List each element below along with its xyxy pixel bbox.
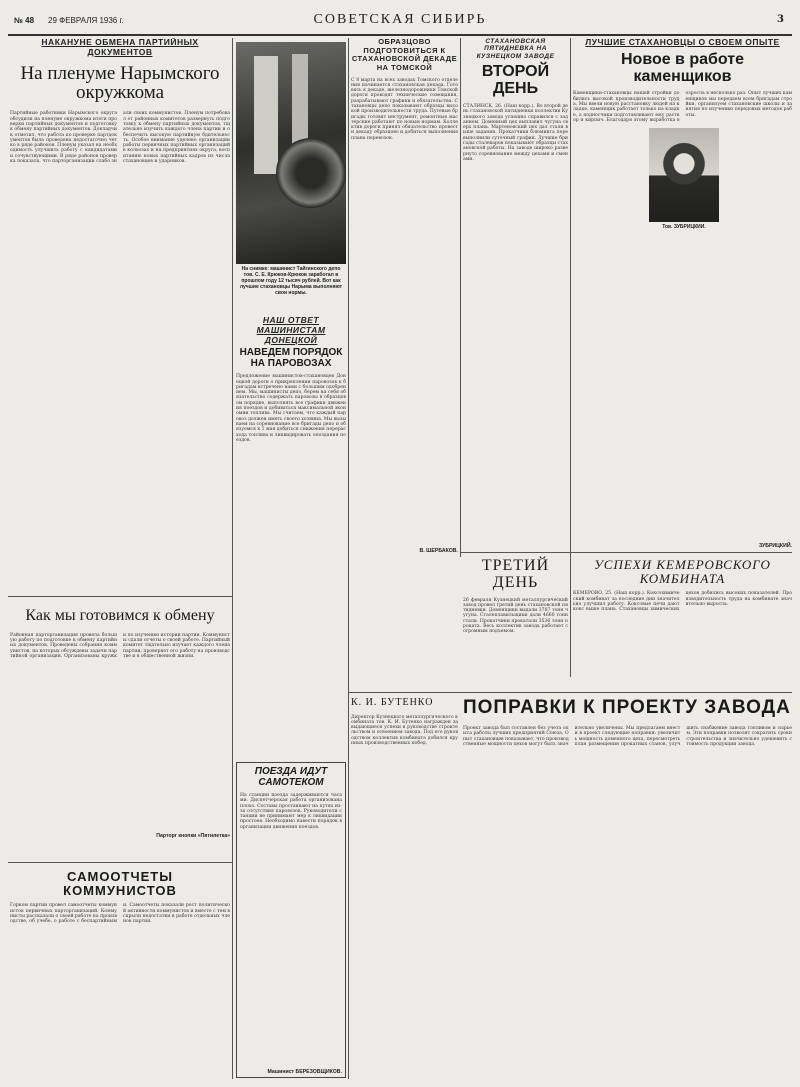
trains-body: На станции поезда задерживаются часами. Диспетчерская работа организована плохо. Составы простаивают на путях из-за отсутствия паровозов. Руководители станции не принимают мер к ликвидации простоев. Необходимо навести порядок в организации движения поездов.: [240, 793, 342, 830]
portrait-caption: Тов. ЗУБРИЦКИЙ.: [662, 224, 706, 230]
best-headline: Новое в работе каменщиков: [620, 50, 744, 85]
third-day-headline: ТРЕТИЙ ДЕНЬ: [481, 557, 550, 591]
issue-date: 29 ФЕВРАЛЯ 1936 г.: [48, 16, 124, 25]
article-kemerovo: [573, 556, 792, 690]
exchange-headline: Как мы готовимся к обмену: [25, 607, 215, 624]
article-kuznetsk: [463, 38, 568, 548]
article-tomsk: [351, 38, 458, 552]
locomotive-photo: [236, 42, 346, 264]
column-rule: [460, 38, 461, 557]
amendments-body: Проект завода был составлен без учета опыта работы лучших предприятий Союза. Опыт стахановцев показывает, что производственные мощности цехов могут быть значительно увеличены. Мы предлагаем внести в проект следующие поправки: увеличить мощность доменного цеха, пересмотреть план размещения прокатных станов, улучшить снабжение завода топливом и сырьем. Эти поправки позволят сократить сроки строительства и значительно удешевить стоимость продукции завода.: [463, 725, 792, 747]
article-best: [573, 38, 792, 548]
newspaper-title: СОВЕТСКАЯ СИБИРЬ: [313, 12, 487, 27]
column-rule: [570, 38, 571, 677]
trains-signature: Машинист БЕРЕЗОВЩИКОВ.: [267, 1069, 342, 1075]
page-number: 3: [777, 14, 784, 25]
section-rule: [348, 692, 792, 693]
article-reports: [10, 868, 230, 1080]
plenum-headline: На пленуме Нарымского окружкома: [20, 62, 220, 104]
exchange-signature: Парторг кнопки «Пятилетка»: [156, 832, 230, 839]
worker-portrait: [649, 128, 719, 222]
kemerovo-headline: УСПЕХИ КЕМЕРОВСКОГО КОМБИНАТА: [594, 557, 771, 586]
article-exchange: [10, 602, 230, 858]
best-kicker: ЛУЧШИЕ СТАХАНОВЦЫ О СВОЕМ ОПЫТЕ: [585, 38, 780, 47]
article-depot: [236, 316, 346, 756]
plenum-kicker: НАКАНУНЕ ОБМЕНА ПАРТИЙНЫХ ДОКУМЕНТОВ: [41, 38, 199, 57]
masthead: [8, 12, 792, 36]
article-butenko: [351, 696, 458, 1080]
section-rule: [8, 596, 232, 597]
kuznetsk-headline: ВТОРОЙ ДЕНЬ: [481, 63, 550, 98]
amendments-headline: ПОПРАВКИ К ПРОЕКТУ ЗАВОДА: [463, 697, 791, 718]
kemerovo-body: КЕМЕРОВО, 25. (Наш корр.). Коксохимический комбинат за последние дни значительно улучшил работу. Коксовые печи дают кокс выше плана. Стахановцы химических цехов добились высоких показателей. Производительность труда на комбинате значительно выросла.: [573, 591, 792, 613]
butenko-headline: К. И. БУТЕНКО: [351, 697, 434, 708]
reports-headline: САМООТЧЕТЫ КОММУНИСТОВ: [63, 869, 177, 898]
column-rule: [232, 38, 233, 1079]
tomsk-kicker: ОБРАЗЦОВО ПОДГОТОВИТЬСЯ К СТАХАНОВСКОЙ ДЕКАДЕ НА ТОМСКОЙ: [351, 38, 458, 72]
third-day-body: 26 февраля Кузнецкий металлургический завод провел третий день стахановской пятидневки. Доменщики выдали 3787 тонн чугуна. Сталеплавильщики дали 4660 тонн стали. Прокатчики прокатали 3536 тонн проката. Весь коллектив завода работает с огромным подъемом.: [463, 597, 568, 635]
depot-body: Предложение машинистов-стахановцев Донецкой дороги о прикреплении паровозов к бригадам встречено нами с большим одобрением. Мы, машинисты депо, берем на себя обязательство содержать паровозы в образцовом порядке, выполнять все графики движения поездов и добиваться максимальной экономии топлива. Мы считаем, что каждый паровоз должен иметь своего хозяина. Мы вызываем на соревнование все бригады депо и обязуемся к 1 мая добиться снижения перерасхода топлива и ликвидировать опоздания поездов.: [236, 374, 346, 443]
plenum-body: Партийные работники Нарымского округа обсудили на пленуме окружкома итоги проверки партийных документов и подготовку к обмену партийных документов. Докладчик отметил, что работа по проверке партдокументов была проведена недостаточно четко в ряде районов. Пленум указал на необходимость улучшить работу с кандидатами и сочувствующими. В ряде районов проверка показала, что парторганизации слабо знали своих коммунистов. Пленум потребовал от районных комитетов развернуть подготовку к обмену партийных документов, тщательно изучить каждого члена партии и обеспечить высокую партийную бдительность. Особое внимание уделено организации работы первичных партийных организаций в колхозах и на предприятиях округа, воспитанию новых партийных кадров из числа стахановцев и ударников.: [10, 111, 230, 165]
article-trains: [236, 762, 346, 1078]
kuznetsk-body: СТАЛИНСК, 26. (Наш корр.). Во второй день стахановской пятидневки коллектив Кузнецкого завода успешно справился с заданием. Доменный цех выплавил чугуна сверх плана. Мартеновский цех дал стали выше задания. Прокатчики блюминга перевыполнили суточный график. Лучшие бригады сталеваров показывают образцы стахановской работы. На заводе широко развернуто соревнование между цехами и сменами.: [463, 104, 568, 162]
article-third-day: [463, 556, 568, 690]
depot-kicker: НАШ ОТВЕТ МАШИНИСТАМ ДОНЕЦКОЙ: [256, 316, 326, 345]
column-rule: [348, 38, 349, 1079]
photo-caption: На снимке: машинист Тайгинского депо тов. С. Е. Крюков-Крюков заработал в прошлом году 12 тысяч рублей. Вот как лучшие стахановцы Нарыма выполняют свои нормы.: [239, 266, 343, 296]
tomsk-signature: В. ЩЕРБАКОВ.: [419, 547, 458, 552]
best-signature: ЗУБРИЦКИЙ.: [758, 543, 792, 548]
article-plenum: [10, 38, 230, 594]
portrait-caption-block: [649, 224, 719, 234]
article-amendments: [463, 696, 792, 1080]
kuznetsk-kicker: СТАХАНОВСКАЯ ПЯТИДНЕВКА НА КУЗНЕЦКОМ ЗАВОДЕ: [476, 38, 555, 60]
exchange-body: Районная парторганизация провела большую работу по подготовке к обмену партийных документов. Проведены собрания коммунистов, на которых обсуждены задачи партийной организации. Организованы кружки по изучению истории партии. Коммунисты сдали отчеты о своей работе. Партийный комитет тщательно изучает каждого члена партии, проверяет его работу на производстве и в общественной жизни.: [10, 632, 230, 659]
best-body: Каменщики-стахановцы нашей стройки добились высокой производительности труда. Мы ввели новую расстановку людей на кладке, каменщик работает только на кладке, а подносчики подготавливают ему раствор и кирпич. Благодаря этому выработка возросла в несколько раз. Опыт лучших каменщиков мы передаем всем бригадам стройки, организуем стахановские школы и занятия по изучению передовых методов работы.: [573, 91, 792, 123]
butenko-body: Директор Кузнецкого металлургического комбината тов. К. И. Бутенко награжден за выдающиеся успехи в руководстве строительством и освоением завода. Под его руководством коллектив комбината добился крупных производственных побед.: [351, 714, 458, 746]
depot-headline: НАВЕДЕМ ПОРЯДОК НА ПАРОВОЗАХ: [239, 347, 343, 369]
reports-body: Горком партии провел самоотчеты коммунистов первичных парторганизаций. Коммунисты рассказали о своей работе на производстве, об учебе, о работе с беспартийными. Самоотчеты показали рост политической активности коммунистов и вместе с тем вскрыли недостатки в работе отдельных членов партии.: [10, 903, 230, 925]
photo-caption-block: [236, 266, 346, 312]
issue-number: № 48: [14, 16, 35, 25]
tomsk-body: С 8 марта на всех заводах Томского отделения начинается стахановская декада. Готовясь к декаде, железнодорожники Томской дороги проводят технические совещания, разрабатывают графики и обязательства. Стахановцы депо показывают образцы высокой производительности труда. Путевые бригады готовят инструмент, ремонтные мастерские работают по новым нормам. Коллектив дороги принял обязательство провести декаду образцово и добиться выполнения плана перевозок.: [351, 77, 458, 141]
section-rule: [460, 552, 792, 553]
trains-headline: ПОЕЗДА ИДУТ САМОТЕКОМ: [254, 766, 328, 788]
section-rule: [8, 862, 232, 863]
